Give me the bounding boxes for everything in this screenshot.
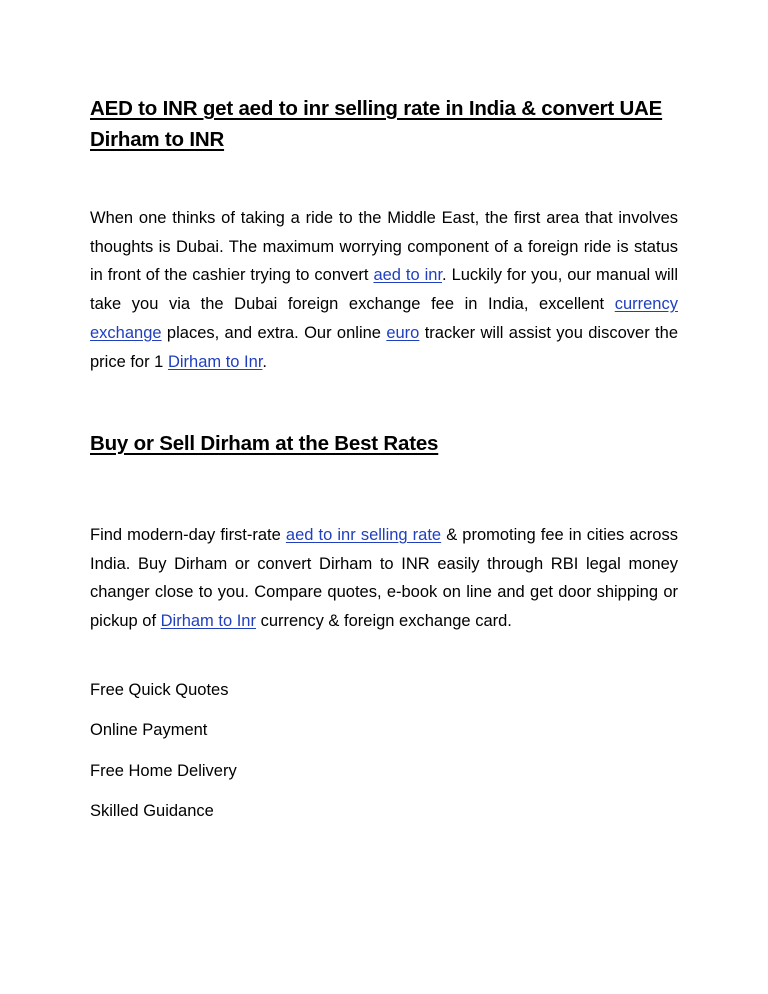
list-item: Free Quick Quotes [90,681,229,699]
aed-to-inr-selling-rate-link[interactable]: aed to inr selling rate [285,526,442,544]
euro-link[interactable]: euro [386,323,420,342]
list-item: Skilled Guidance [90,802,214,820]
rates-text-2: & promoting fee in cities across India. Buy Dirham or convert Dirham to INR easily through RBI legal money changer close to you. Compare quotes, e-book on line and get door shipping or pickup of [90,526,678,631]
intro-text-1: When one thinks of taking a ride to the Middle East, the first area that involves thoughts is Dubai. The maximum worrying component of a foreign ride is status in front of the cashier trying to convert [90,209,678,285]
rates-paragraph [90,521,678,636]
rates-text-1: Find modern-day first-rate [90,526,286,544]
intro-text-2: . Luckily for you, our manual will take you via the Dubai foreign exchange fee in India, excellent [90,266,678,314]
dirham-to-inr-link[interactable]: Dirham to Inr [167,352,263,371]
currency-exchange-link[interactable]: currency exchange [90,295,678,342]
aed-to-inr-link[interactable]: aed to inr [373,266,443,285]
list-item: Free Home Delivery [90,762,237,780]
intro-text-3: places, and extra. Our online [161,323,387,342]
list-item: Online Payment [90,721,208,739]
main-heading: AED to INR get aed to inr selling rate in India & convert UAE Dirham to INR [90,97,663,151]
dirham-to-inr-link-2[interactable]: Dirham to Inr [160,612,256,631]
intro-paragraph [90,204,678,376]
section-heading: Buy or Sell Dirham at the Best Rates [90,432,439,455]
intro-text-4: tracker will assist you discover the price for 1 [90,323,678,371]
rates-text-3: currency & foreign exchange card. [255,612,512,631]
intro-text-5: . [262,352,267,371]
